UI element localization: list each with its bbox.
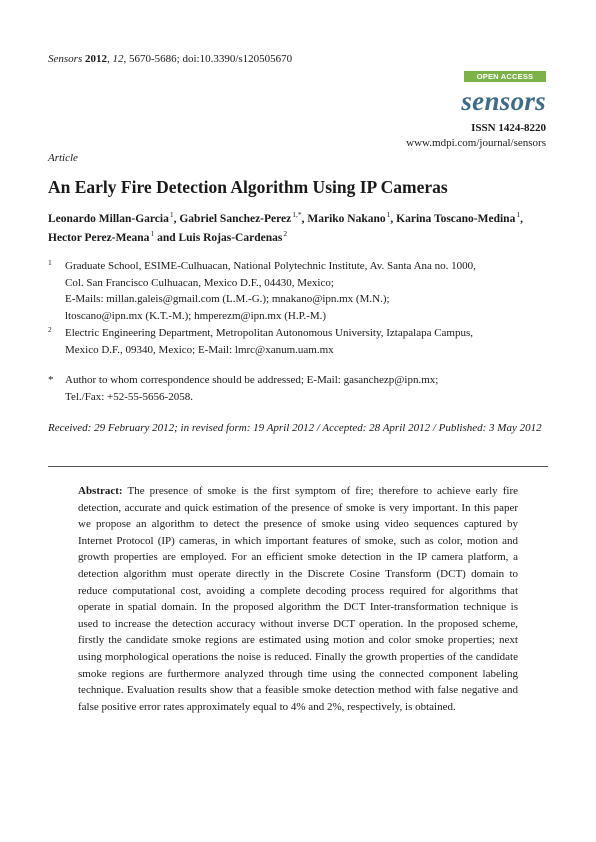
author-separator: , (301, 213, 308, 225)
issn: ISSN 1424-8220 (471, 122, 546, 134)
correspondence-note (48, 372, 548, 405)
header-divider (48, 466, 548, 467)
author-affiliation-mark: 1 (516, 210, 521, 219)
author-affiliation-mark: 1,* (292, 210, 302, 219)
author-separator: , (390, 213, 397, 225)
author-name: Luis Rojas-Cardenas (178, 232, 283, 244)
abstract-label: Abstract: (78, 485, 123, 497)
affiliation-mark: 2 (48, 325, 52, 334)
abstract-text: The presence of smoke is the first symptom of fire; therefore to achieve early fire detection, accurate and quick estimation of the presence of smoke is very important. In this paper we propose an algorithm to detect the presence of smoke using video sequences captured by Internet Protocol (IP) cameras, in which important features of smoke, such as color, motion and growth properties are employed. For an efficient smoke detection in the IP camera platform, a detection algorithm must operate directly in the Discrete Cosine Transform (DCT) domain to reduce computational cost, avoiding a complete decoding process required for algorithms that operate in spatial domain. In the proposed algorithm the DCT Inter-transformation technique is used to increase the detection accuracy without inverse DCT operation. In the proposed scheme, firstly the candidate smoke regions are estimated using motion and color smoke properties; next using morphological operations the noise is reduced. Finally the growth properties of the candidate smoke regions are furthermore analyzed through time using the connected component labeling technique. Evaluation results show that a feasible smoke detection method with false negative and false positive error rates approximately equal to 4% and 2%, respectively, is obtained. (78, 485, 519, 713)
abstract (78, 483, 518, 715)
correspondence-mark: * (48, 374, 54, 386)
affiliation-2 (48, 325, 548, 358)
author-affiliation-mark: 1 (169, 210, 174, 219)
affiliation-line: Graduate School, ESIME-Culhuacan, National Polytechnic Institute, Av. Santa Ana no. 1000, (65, 260, 476, 272)
affiliation-line: Col. San Francisco Culhuacan, Mexico D.F., 04430, Mexico; (65, 276, 334, 289)
author-name: Mariko Nakano (307, 213, 386, 225)
author-affiliation-mark: 1 (150, 229, 155, 238)
citation-pages-doi: , 5670-5686; doi:10.3390/s120505670 (123, 53, 293, 65)
affiliation-1 (48, 258, 548, 324)
author-name: Leonardo Millan-Garcia (48, 213, 169, 225)
correspondence-line: Tel./Fax: +52-55-5656-2058. (65, 390, 193, 403)
citation-volume: 12 (112, 53, 124, 65)
author-name: Karina Toscano-Medina (396, 213, 516, 225)
publication-dates: Received: 29 February 2012; in revised form: 19 April 2012 / Accepted: 28 April 2012 / Published: 3 May 2012 (48, 422, 542, 434)
article-type: Article (48, 152, 78, 164)
author-separator: and (154, 232, 179, 244)
author-list (48, 210, 548, 248)
journal-url[interactable]: www.mdpi.com/journal/sensors (406, 137, 546, 149)
affiliation-line: ltoscano@ipn.mx (K.T.-M.); hmperezm@ipn.mx (H.P.-M.) (65, 309, 327, 322)
author-affiliation-mark: 1 (386, 210, 391, 219)
author-separator: , (173, 213, 180, 225)
affiliation-line: Mexico D.F., 09340, Mexico; E-Mail: lmrc@xanum.uam.mx (65, 343, 334, 356)
citation-year: 2012 (84, 53, 107, 65)
author-separator: , (520, 213, 523, 225)
affiliation-line: E-Mails: millan.galeis@gmail.com (L.M.-G.); mnakano@ipn.mx (M.N.); (65, 293, 390, 305)
journal-logo: sensors (461, 86, 546, 116)
open-access-badge: OPEN ACCESS (464, 71, 546, 82)
author-name: Hector Perez-Meana (48, 232, 150, 244)
citation-line: Sensors 2012, 12, 5670-5686; doi:10.3390/s120505670 (48, 53, 293, 65)
correspondence-line: Author to whom correspondence should be addressed; E-Mail: gasanchezp@ipn.mx; (65, 374, 439, 386)
author-affiliation-mark: 2 (283, 229, 288, 238)
affiliation-mark: 1 (48, 258, 52, 267)
author-name: Gabriel Sanchez-Perez (179, 213, 292, 225)
affiliation-line: Electric Engineering Department, Metropolitan Autonomous University, Iztapalapa Campus, (65, 327, 474, 339)
citation-journal: Sensors (48, 53, 83, 65)
article-title: An Early Fire Detection Algorithm Using IP Cameras (48, 177, 448, 197)
